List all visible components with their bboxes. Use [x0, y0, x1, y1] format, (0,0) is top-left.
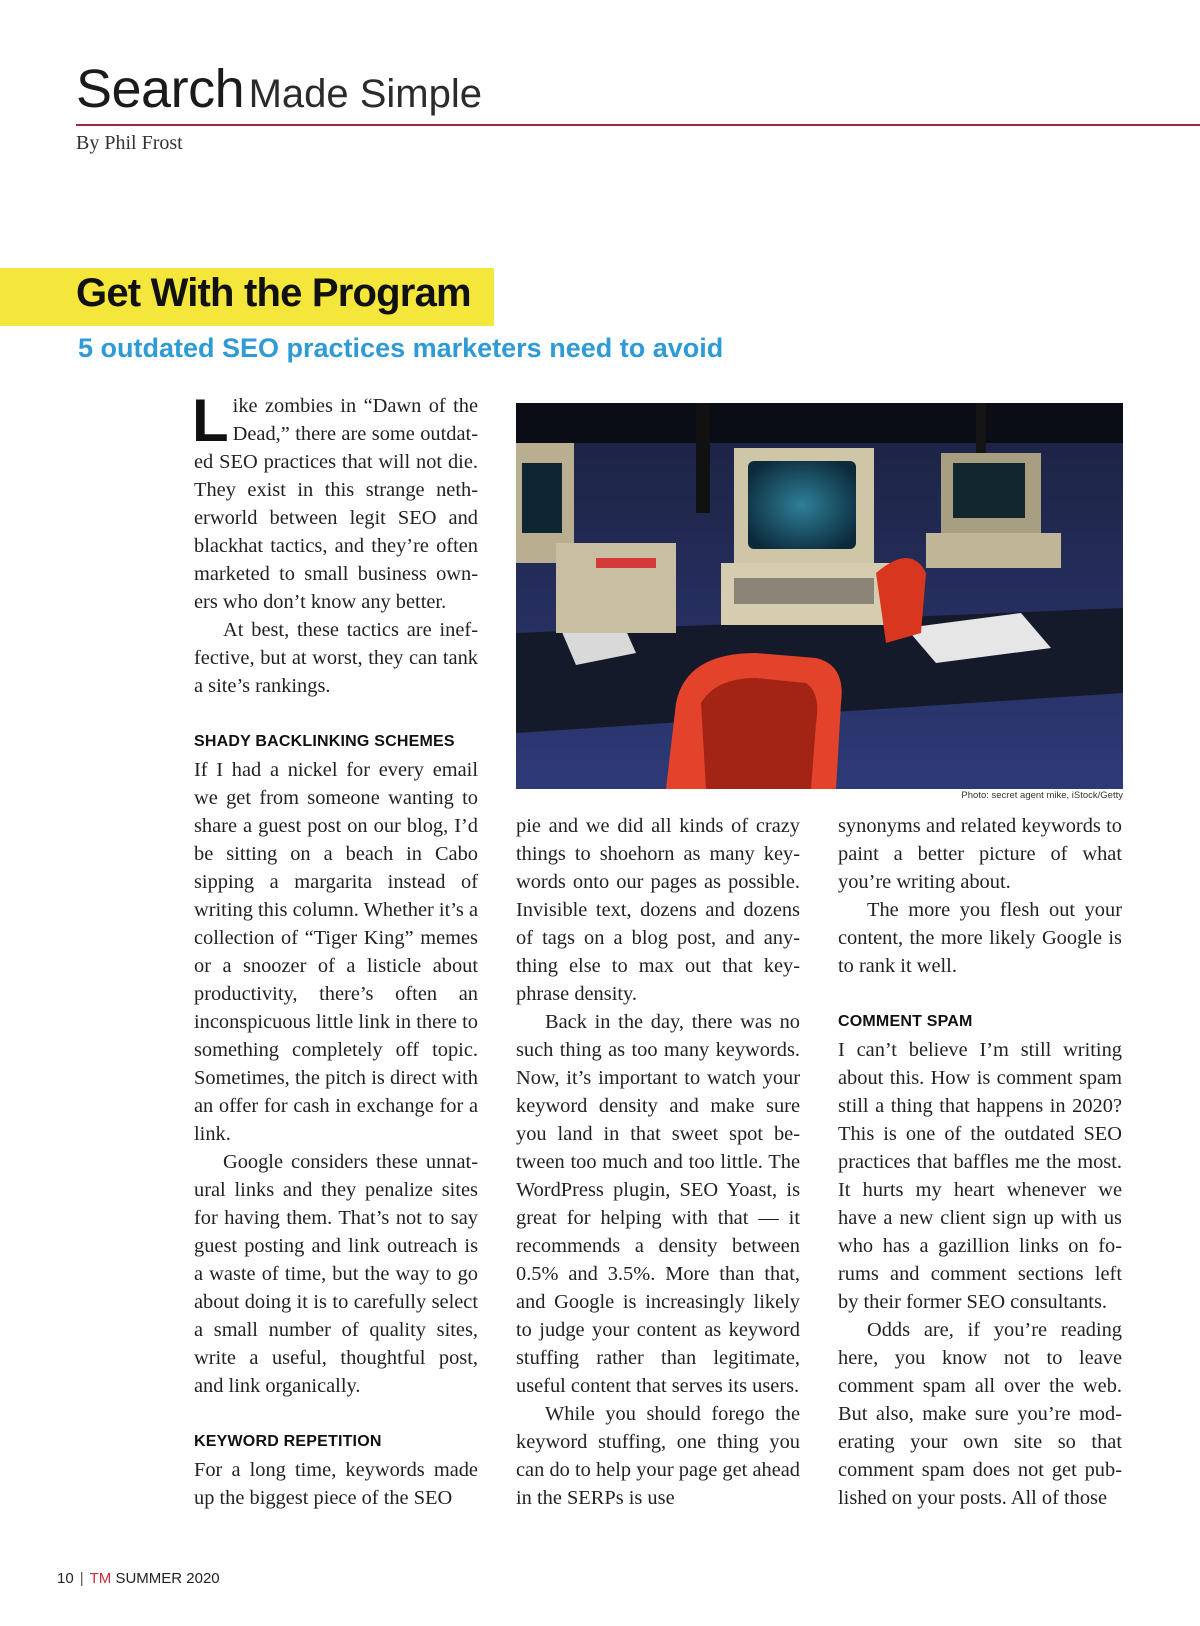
- article-column-2: [516, 812, 800, 1512]
- section-heading: KEYWORD REPETITION: [194, 1433, 382, 1450]
- headline: Get With the Program: [76, 271, 471, 315]
- paragraph: If I had a nickel for every email we get from someone wanting to share a guest post on our blog, I’d be sitting on a beach in Cabo sipping a margarita instead of writing this column. Whether it’s a collection of “Tiger King” memes or a snoozer of a listicle about productivity, there’s often an inconspicuous little link in there to something completely off topic. Sometimes, the pitch is direct with an offer for cash in exchange for a link.: [194, 759, 478, 1145]
- byline: By Phil Frost: [76, 132, 183, 154]
- paragraph: Back in the day, there was no such thing as too many keywords. Now, it’s important to watch your keyword density and make sure you land in that sweet spot between too much and too little. The WordPress plugin, SEO Yoast, is great for helping with that — it recommends a density between 0.5% and 3.5%. More than that, and Google is increasingly likely to judge your content as keyword stuffing rather than legitimate, useful content that serves its users.: [516, 1011, 800, 1397]
- article-photo: [516, 403, 1123, 789]
- paragraph: The more you flesh out your content, the more likely Google is to rank it well.: [838, 899, 1122, 977]
- paragraph: For a long time, keywords made up the biggest piece of the SEO: [194, 1459, 478, 1509]
- section-heading: COMMENT SPAM: [838, 1013, 973, 1030]
- article-column-1: [192, 387, 478, 1512]
- paragraph: synonyms and related keywords to paint a better picture of what you’re writing about.: [838, 815, 1122, 893]
- page-footer: [57, 1570, 220, 1587]
- deck-subheadline: 5 outdated SEO practices marketers need to avoid: [78, 333, 724, 363]
- footer-separator: |: [79, 1570, 84, 1587]
- paragraph: At best, these tactics are ineffective, but at worst, they can tank a site’s rankings.: [194, 619, 478, 697]
- section-heading: SHADY BACKLINKING SCHEMES: [194, 733, 455, 750]
- column-title: [76, 58, 482, 120]
- paragraph: While you should forego the keyword stuffing, one thing you can do to help your page get ahead in the SERPs is use: [516, 1403, 800, 1509]
- drop-cap: L: [192, 387, 229, 454]
- photo-credit: Photo: secret agent mike, iStock/Getty: [961, 790, 1123, 801]
- paragraph: I can’t believe I’m still writing about this. How is comment spam still a thing that happens in 2020? This is one of the outdated SEO practices that baffles me the most. It hurts my heart whenever we have a new client sign up with us who has a gazillion links on forums and comment sections left by their former SEO consultants.: [838, 1039, 1122, 1313]
- header-rule: [76, 124, 1200, 126]
- paragraph: Like zombies in “Dawn of the Dead,” there are some outdated SEO practices that will not die. They exist in this strange netherworld between legit SEO and blackhat tactics, and they’re often marketed to small business owners who don’t know any better.: [192, 387, 478, 613]
- magazine-brand: TM: [89, 1570, 112, 1587]
- paragraph: Google considers these unnatural links and they penalize sites for having them. That’s not to say guest posting and link outreach is a waste of time, but the way to go about doing it is to carefully select a small number of quality sites, write a useful, thoughtful post, and link organically.: [194, 1151, 478, 1397]
- paragraph: Odds are, if you’re reading here, you know not to leave comment spam all over the web. But also, make sure you’re moderating your own site so that comment spam does not get published on your posts. All of those: [838, 1319, 1122, 1509]
- vintage-computers-illustration: [516, 403, 1123, 789]
- column-title-main: Search: [76, 59, 245, 119]
- page-number: 10: [57, 1570, 74, 1587]
- column-title-rest: Made Simple: [248, 72, 482, 116]
- article-column-3: [838, 812, 1122, 1512]
- paragraph: pie and we did all kinds of crazy things to shoehorn as many keywords onto our pages as possible. Invisible text, dozens and dozens of tags on a blog post, and anything else to max out that keyphrase density.: [516, 815, 800, 1005]
- issue-label: SUMMER 2020: [115, 1570, 220, 1587]
